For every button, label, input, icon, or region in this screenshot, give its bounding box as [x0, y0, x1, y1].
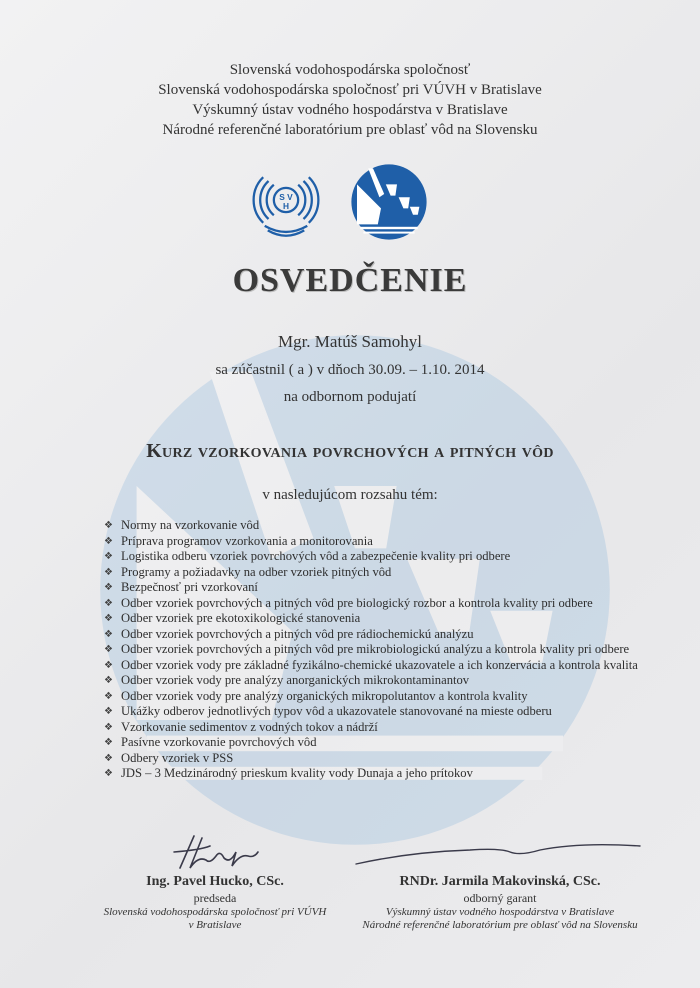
course-title: Kurz vzorkovania povrchových a pitných vôd: [146, 440, 554, 462]
signatory-name: RNDr. Jarmila Makovinská, CSc.: [399, 874, 601, 889]
issuer-line: Národné referenčné laboratórium pre oblasť vôd na Slovensku: [162, 122, 538, 138]
topic-item: ❖ Odber vzoriek pre ekotoxikologické stanovenia: [104, 611, 664, 627]
signatory-organization: Slovenská vodohospodárska spoločnosť pri VÚVH: [103, 906, 327, 918]
certificate-title: OSVEDČENIE: [232, 262, 468, 299]
issuer-header: [0, 60, 700, 140]
topic-item: ❖ Pasívne vzorkovanie povrchových vôd: [104, 735, 664, 751]
topic-item: ❖ Vzorkovanie sedimentov z vodných tokov a nádrží: [104, 720, 664, 736]
topic-item: ❖ Bezpečnosť pri vzorkovaní: [104, 580, 664, 596]
signatory-role: odborný garant: [463, 891, 537, 905]
topic-item: ❖ Ukážky odberov jednotlivých typov vôd a ukazovatele stanovované na mieste odberu: [104, 704, 664, 720]
handwritten-signature-icon: [350, 830, 650, 872]
topic-item: ❖ Logistika odberu vzoriek povrchových vôd a zabezpečenie kvality pri odbere: [104, 549, 664, 565]
scope-intro-text: v nasledujúcom rozsahu tém:: [262, 487, 438, 503]
recipient-name: Mgr. Matúš Samohyl: [277, 332, 423, 351]
logo-row: [0, 162, 700, 242]
handwritten-signature-icon: [160, 830, 270, 872]
topic-item: ❖ Odbery vzoriek v PSS: [104, 751, 664, 767]
vuvh-logo-icon: [349, 162, 429, 242]
svh-logo-icon: [248, 162, 324, 238]
topic-item: ❖ Normy na vzorkovanie vôd: [104, 518, 664, 534]
svg-text:H: H: [282, 201, 290, 212]
topic-item: ❖ Odber vzoriek vody pre analýzy organických mikropolutantov a kontrola kvality: [104, 689, 664, 705]
event-intro-text: na odbornom podujatí: [283, 389, 417, 405]
topic-item: ❖ Odber vzoriek povrchových a pitných vôd pre mikrobiologickú analýzu a kontrola kvality pri odbere: [104, 642, 664, 658]
topic-item: ❖ Príprava programov vzorkovania a monitorovania: [104, 534, 664, 550]
topic-item: ❖ JDS – 3 Medzinárodný prieskum kvality vody Dunaja a jeho prítokov: [104, 766, 664, 782]
issuer-line: Slovenská vodohospodárska spoločnosť pri VÚVH v Bratislave: [158, 82, 542, 98]
topic-item: ❖ Odber vzoriek povrchových a pitných vôd pre biologický rozbor a kontrola kvality pri odbere: [104, 596, 664, 612]
participation-text: sa zúčastnil ( a ) v dňoch 30.09. – 1.10. 2014: [215, 362, 485, 378]
topic-item: ❖ Odber vzoriek vody pre analýzy anorganických mikrokontaminantov: [104, 673, 664, 689]
topics-list: [104, 518, 664, 782]
signatory-organization: Národné referenčné laboratórium pre oblasť vôd na Slovensku: [362, 919, 638, 931]
signatory-organization: Výskumný ústav vodného hospodárstva v Bratislave: [385, 906, 615, 918]
signatory-role: predseda: [193, 891, 237, 905]
signature-block-guarantor: [345, 830, 655, 932]
topic-item: ❖ Odber vzoriek vody pre základné fyzikálno-chemické ukazovatele a ich konzervácia a kontrola kvalita: [104, 658, 664, 674]
svg-text:S V: S V: [279, 192, 293, 202]
issuer-line: Výskumný ústav vodného hospodárstva v Bratislave: [192, 102, 508, 118]
issuer-line: Slovenská vodohospodárska spoločnosť: [229, 62, 471, 78]
topic-item: ❖ Programy a požiadavky na odber vzoriek pitných vôd: [104, 565, 664, 581]
signatory-organization: v Bratislave: [188, 919, 242, 931]
signatory-name: Ing. Pavel Hucko, CSc.: [146, 874, 284, 889]
signature-block-chair: [90, 830, 340, 932]
topic-item: ❖ Odber vzoriek povrchových a pitných vôd pre rádiochemickú analýzu: [104, 627, 664, 643]
